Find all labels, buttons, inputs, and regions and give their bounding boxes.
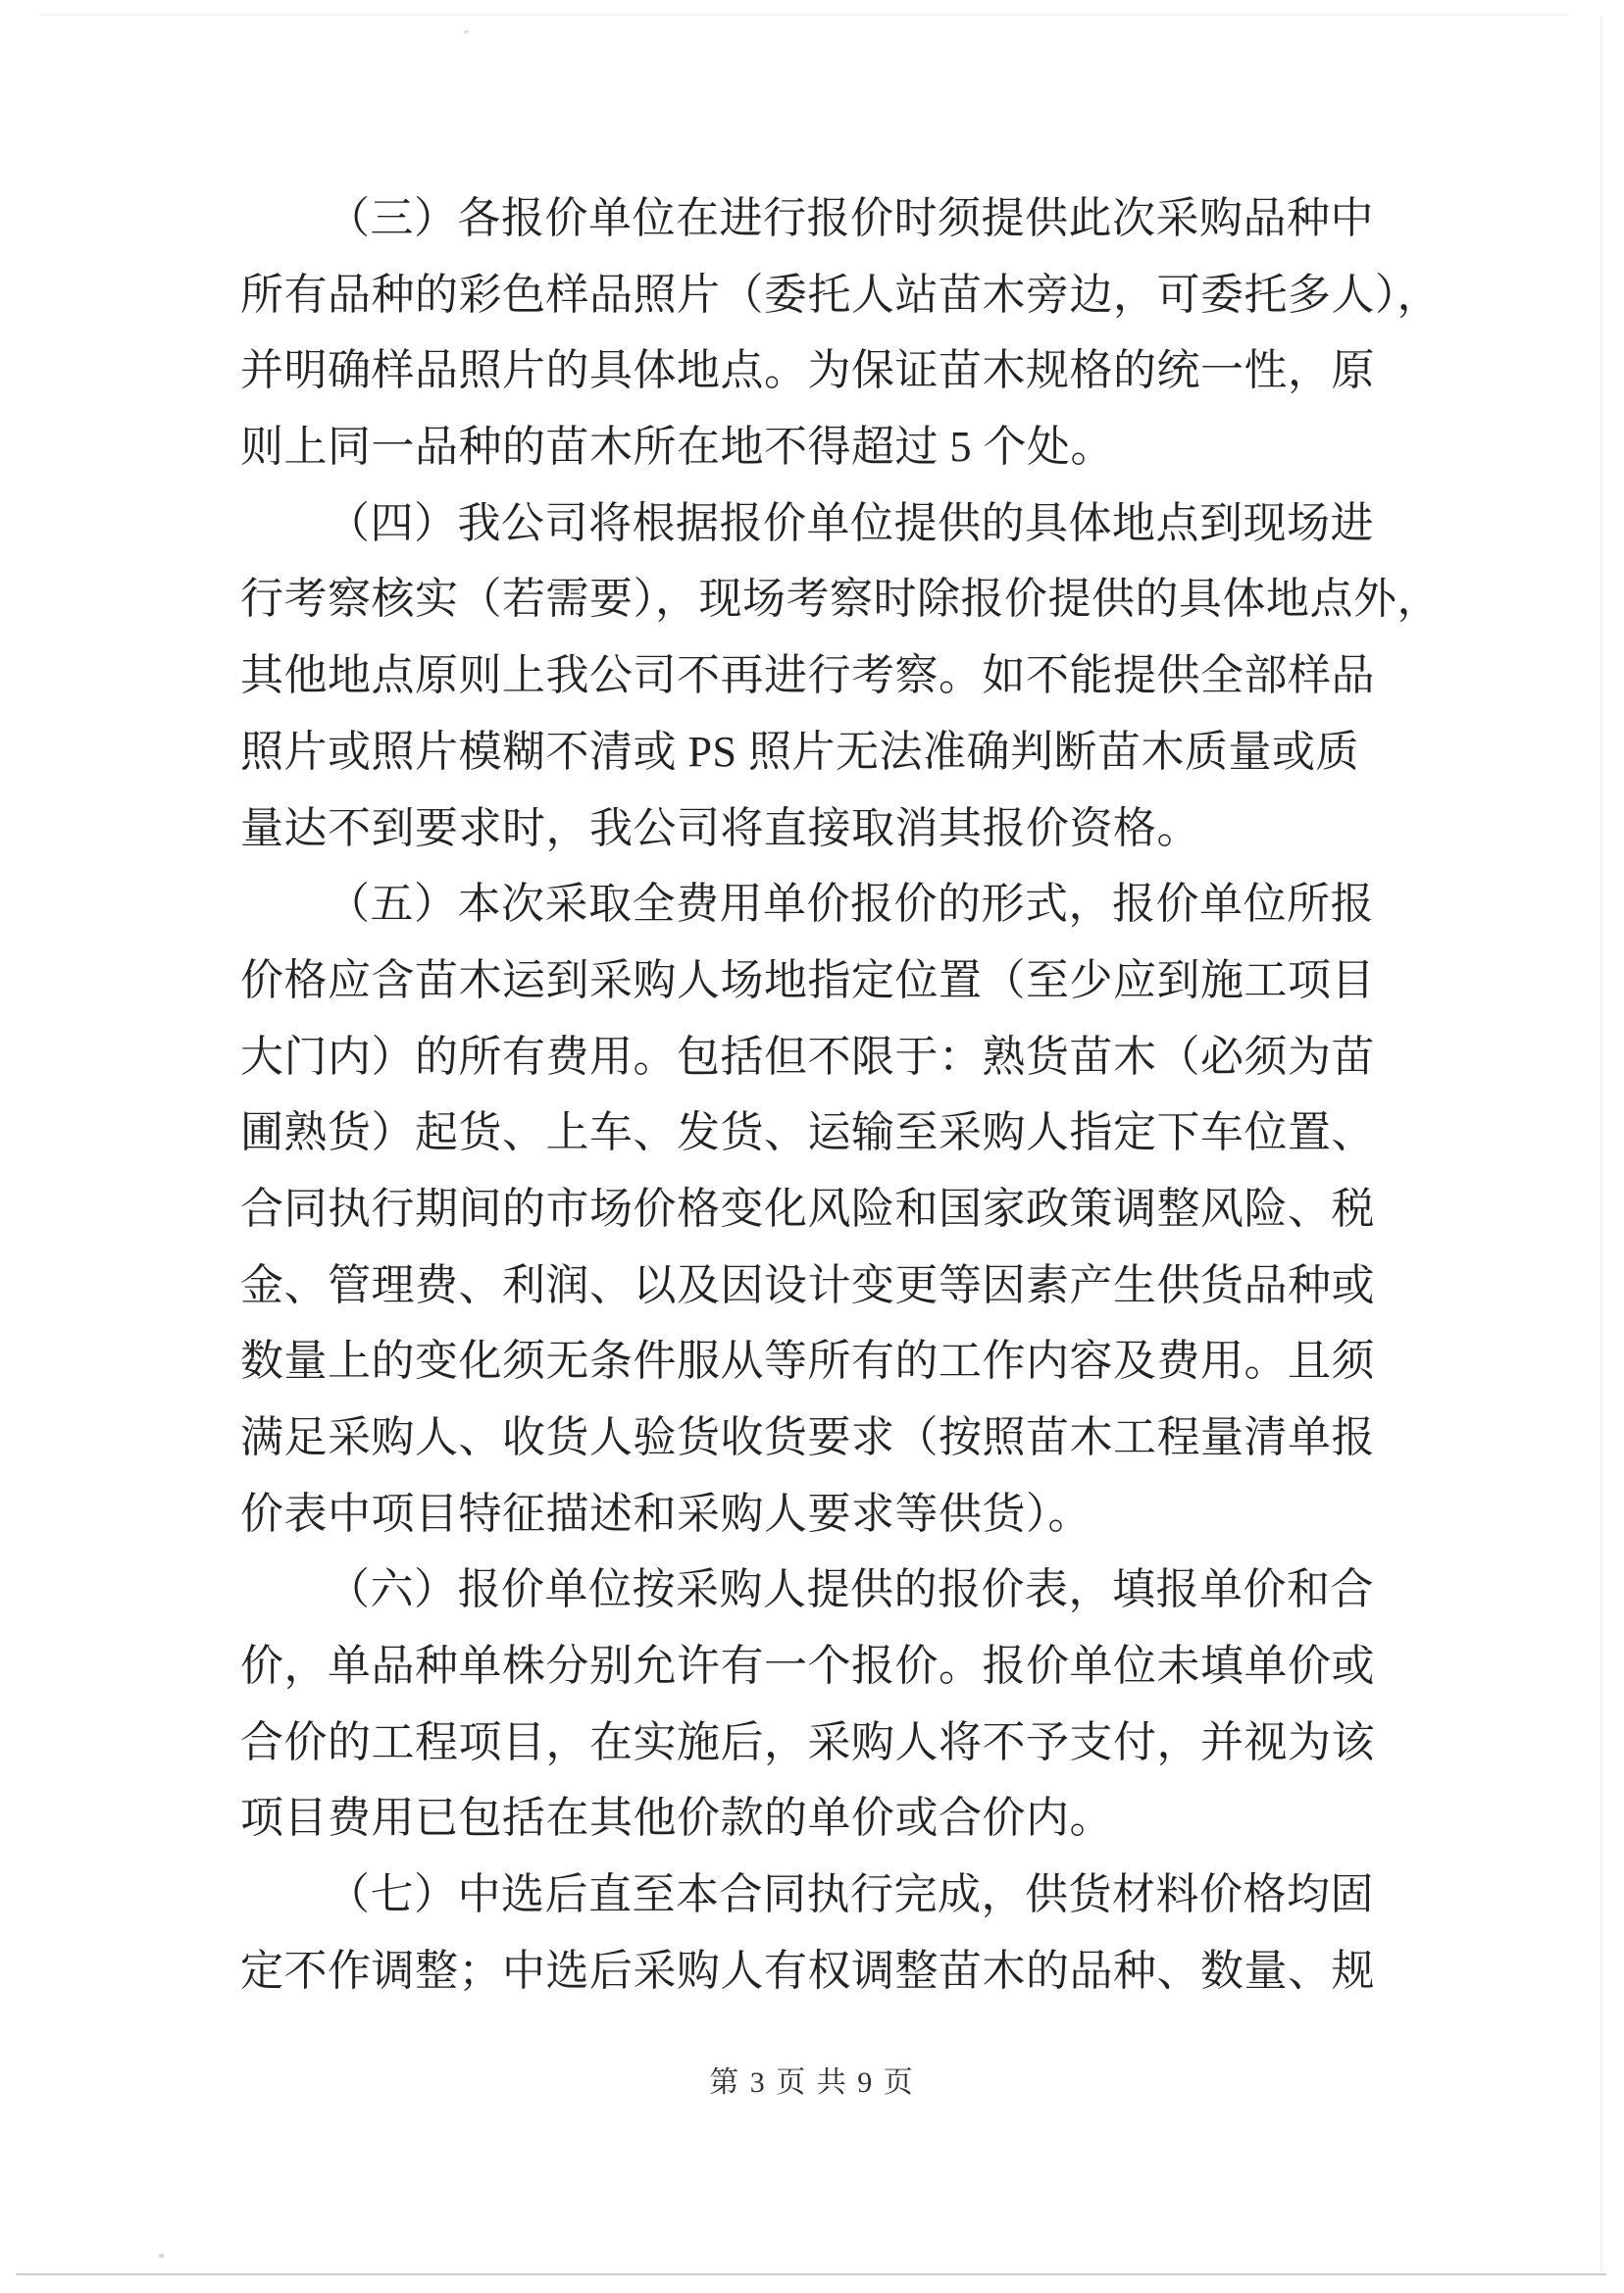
page-number-label: 第 3 页 共 9 页 (709, 2066, 915, 2099)
paragraph-clause-4 (240, 485, 1441, 866)
paragraph-clause-6 (240, 1552, 1375, 1857)
page-footer (0, 2064, 1624, 2103)
text-line: 所有品种的彩色样品照片（委托人站苗木旁边，可委托多人）， (240, 270, 1441, 319)
scan-speck (464, 30, 469, 33)
paragraph-clause-3 (240, 180, 1441, 485)
text-line: （六）报价单位按采购人提供的报价表，填报单价和合 (327, 1565, 1374, 1614)
text-line: 价格应含苗木运到采购人场地指定位置（至少应到施工项目 (240, 955, 1375, 1004)
scan-edge-line (16, 2273, 1606, 2275)
paragraph-clause-7 (240, 1857, 1375, 2009)
text-line: （三）各报价单位在进行报价时须提供此次采购品种中 (327, 194, 1374, 242)
scan-edge-top (39, 14, 1569, 16)
text-line: 金、管理费、利润、以及因设计变更等因素产生供货品种或 (240, 1260, 1375, 1309)
scan-edge-right (1600, 16, 1602, 2271)
text-line: 其他地点原则上我公司不再进行考察。如不能提供全部样品 (240, 651, 1375, 700)
text-line: 照片或照片模糊不清或 PS 照片无法准确判断苗木质量或质 (240, 727, 1359, 776)
text-line: 并明确样品照片的具体地点。为保证苗木规格的统一性，原 (240, 346, 1375, 395)
scan-speck (159, 2254, 164, 2258)
text-line: 价，单品种单株分别允许有一个报价。报价单位未填单价或 (240, 1642, 1375, 1691)
paragraph-clause-5 (240, 866, 1375, 1552)
text-line: 满足采购人、收货人验货收货要求（按照苗木工程量清单报 (240, 1413, 1375, 1461)
text-line: （七）中选后直至本合同执行完成，供货材料价格均固 (327, 1870, 1374, 1919)
text-line: （五）本次采取全费用单价报价的形式，报价单位所报 (327, 880, 1374, 929)
text-line: 定不作调整；中选后采购人有权调整苗木的品种、数量、规 (240, 1946, 1375, 1995)
text-line: 则上同一品种的苗木所在地不得超过 5 个处。 (240, 423, 1114, 472)
text-line: 圃熟货）起货、上车、发货、运输至采购人指定下车位置、 (240, 1108, 1375, 1157)
text-line: 价表中项目特征描述和采购人要求等供货）。 (240, 1489, 1091, 1538)
text-line: 行考察核实（若需要），现场考察时除报价提供的具体地点外， (240, 575, 1441, 624)
text-line: 量达不到要求时，我公司将直接取消其报价资格。 (240, 803, 1200, 852)
text-line: （四）我公司将根据报价单位提供的具体地点到现场进 (327, 498, 1374, 547)
document-body (240, 180, 1441, 2010)
text-line: 合同执行期间的市场价格变化风险和国家政策调整风险、税 (240, 1184, 1375, 1233)
text-line: 合价的工程项目，在实施后，采购人将不予支付，并视为该 (240, 1717, 1375, 1766)
text-line: 数量上的变化须无条件服从等所有的工作内容及费用。且须 (240, 1337, 1375, 1386)
text-line: 项目费用已包括在其他价款的单价或合价内。 (240, 1794, 1113, 1843)
text-line: 大门内）的所有费用。包括但不限于：熟货苗木（必须为苗 (240, 1032, 1375, 1081)
